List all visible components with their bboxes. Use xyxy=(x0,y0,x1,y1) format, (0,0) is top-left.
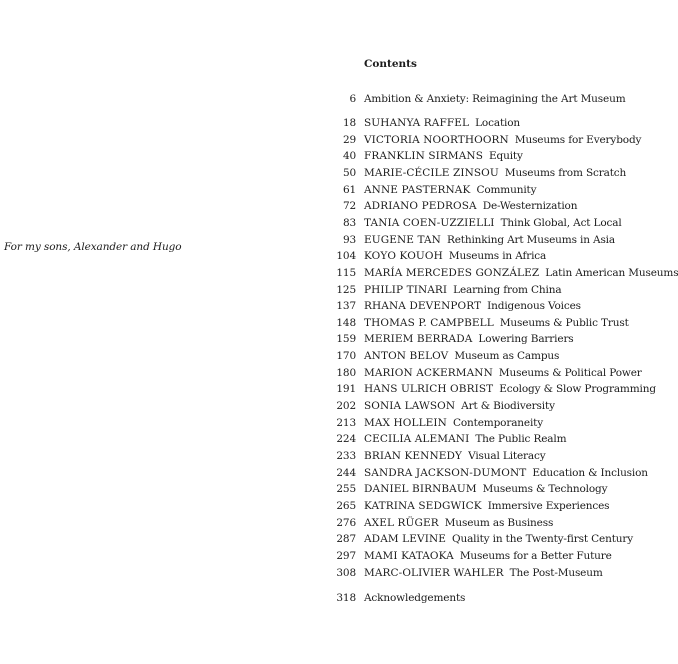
toc-chapter-title: Museums for a Better Future xyxy=(459,549,612,562)
toc-page-number: 244 xyxy=(336,466,356,479)
toc-author-name: MARC-OLIVIER WAHLER xyxy=(364,566,504,579)
toc-page-number: 255 xyxy=(336,483,356,496)
toc-page-number: 265 xyxy=(336,499,356,512)
toc-author-name: MARÍA MERCEDES GONZÁLEZ xyxy=(364,266,540,279)
toc-page-number: 40 xyxy=(342,150,356,163)
toc-chapter-title: Visual Literacy xyxy=(468,450,546,462)
toc-page-number: 233 xyxy=(336,450,356,462)
toc-page-number: 104 xyxy=(336,250,356,263)
toc-entry-row xyxy=(330,216,622,230)
toc-entry-row xyxy=(330,133,642,147)
toc-page-number: 276 xyxy=(336,516,356,529)
toc-chapter-title: Museums & Political Power xyxy=(498,366,642,379)
toc-entry-row xyxy=(330,116,521,130)
toc-page-number: 61 xyxy=(342,183,356,196)
toc-author-name: RHANA DEVENPORT xyxy=(364,300,482,313)
toc-author-name: DANIEL BIRNBAUM xyxy=(364,483,477,496)
toc-entry-row xyxy=(330,283,562,297)
toc-entry-row xyxy=(330,266,678,280)
toc-chapter-title: Location xyxy=(475,117,521,129)
toc-entry-row xyxy=(330,482,608,496)
toc-acknowledgements-row xyxy=(330,591,466,605)
toc-chapter-title: Museums & Public Trust xyxy=(499,316,629,329)
toc-chapter-title: Museums & Technology xyxy=(482,483,608,496)
toc-entry-row xyxy=(330,549,612,563)
toc-author-name: TANIA COEN-UZZIELLI xyxy=(364,216,495,229)
toc-author-name: CECILIA ALEMANI xyxy=(364,433,470,446)
toc-chapter-title: The Public Realm xyxy=(475,433,567,446)
toc-page-number: 115 xyxy=(336,266,356,279)
toc-chapter-title: Latin American Museums xyxy=(545,266,678,279)
toc-page-number: 125 xyxy=(336,283,356,296)
toc-entry-row xyxy=(330,149,523,163)
toc-entry-row xyxy=(330,382,656,396)
toc-page-number: 170 xyxy=(336,350,356,363)
toc-author-name: ANNE PASTERNAK xyxy=(364,183,471,196)
toc-author-name: SONIA LAWSON xyxy=(364,400,456,413)
toc-chapter-title: Art & Biodiversity xyxy=(461,400,555,413)
toc-entry-row xyxy=(330,432,567,446)
toc-author-name: KOYO KOUOH xyxy=(364,250,443,263)
toc-entry-row xyxy=(330,249,547,263)
toc-chapter-title: Ambition & Anxiety: Reimagining the Art Museum xyxy=(364,93,626,105)
dedication: For my sons, Alexander and Hugo xyxy=(4,241,182,253)
toc-entry-row xyxy=(330,516,554,530)
toc-page-number: 297 xyxy=(336,549,356,562)
toc-chapter-title: Acknowledgements xyxy=(364,592,466,604)
toc-author-name: AXEL RÜGER xyxy=(364,516,439,529)
toc-author-name: EUGENE TAN xyxy=(364,233,441,246)
toc-author-name: THOMAS P. CAMPBELL xyxy=(364,316,494,329)
toc-intro-row xyxy=(330,92,626,106)
toc-author-name: ADRIANO PEDROSA xyxy=(364,200,477,213)
toc-chapter-title: Indigenous Voices xyxy=(487,300,581,313)
toc-author-name: ANTON BELOV xyxy=(364,350,449,363)
toc-page-number: 18 xyxy=(342,117,356,129)
toc-page-number: 93 xyxy=(342,233,356,246)
toc-page-number: 6 xyxy=(349,93,356,105)
toc-entry-row xyxy=(330,499,610,513)
toc-author-name: ADAM LEVINE xyxy=(364,533,446,546)
toc-author-name: MARIE-CÉCILE ZINSOU xyxy=(364,166,499,179)
toc-chapter-title: Rethinking Art Museums in Asia xyxy=(446,233,616,246)
toc-chapter-title: Community xyxy=(476,183,537,196)
contents-heading: Contents xyxy=(364,58,417,70)
toc-entry-row xyxy=(330,233,616,247)
toc-entry-row xyxy=(330,416,544,430)
toc-author-name: BRIAN KENNEDY xyxy=(364,450,463,462)
toc-page-number: 308 xyxy=(336,566,356,579)
toc-chapter-title: Contemporaneity xyxy=(452,416,544,429)
toc-page-number: 191 xyxy=(336,383,356,396)
toc-author-name: FRANKLIN SIRMANS xyxy=(364,150,484,163)
toc-author-name: VICTORIA NOORTHOORN xyxy=(364,133,509,146)
toc-author-name: HANS ULRICH OBRIST xyxy=(364,383,494,396)
toc-entry-row xyxy=(330,466,648,480)
toc-chapter-title: Museums from Scratch xyxy=(504,166,627,179)
toc-entry-row xyxy=(330,299,581,313)
toc-page-number: 148 xyxy=(336,316,356,329)
toc-chapter-title: De-Westernization xyxy=(482,200,578,213)
toc-chapter-title: The Post-Museum xyxy=(509,566,603,579)
toc-author-name: MAMI KATAOKA xyxy=(364,549,454,562)
toc-chapter-title: Immersive Experiences xyxy=(487,499,610,512)
toc-chapter-title: Museum as Campus xyxy=(454,350,560,363)
toc-chapter-title: Museum as Business xyxy=(444,516,554,529)
toc-entry-row xyxy=(330,332,574,346)
toc-chapter-title: Think Global, Act Local xyxy=(500,216,622,229)
toc-page-number: 287 xyxy=(336,533,356,546)
toc-chapter-title: Ecology & Slow Programming xyxy=(499,383,656,396)
toc-author-name: SUHANYA RAFFEL xyxy=(364,117,470,129)
toc-entry-row xyxy=(330,449,546,463)
toc-author-name: MARION ACKERMANN xyxy=(364,366,493,379)
toc-chapter-title: Lowering Barriers xyxy=(478,333,574,346)
toc-entry-row xyxy=(330,316,629,330)
toc-chapter-title: Education & Inclusion xyxy=(532,466,648,479)
toc-page-number: 224 xyxy=(336,433,356,446)
toc-entry-row xyxy=(330,349,560,363)
toc-entry-row xyxy=(330,566,603,580)
toc-page-number: 318 xyxy=(336,592,356,604)
toc-page-number: 213 xyxy=(336,416,356,429)
toc-page-number: 159 xyxy=(336,333,356,346)
toc-entry-row xyxy=(330,366,642,380)
toc-page-number: 50 xyxy=(342,166,356,179)
toc-chapter-title: Quality in the Twenty-first Century xyxy=(452,533,634,546)
toc-chapter-title: Learning from China xyxy=(453,283,562,296)
toc-entry-row xyxy=(330,532,634,546)
toc-page-number: 180 xyxy=(336,366,356,379)
toc-page-number: 29 xyxy=(342,133,356,146)
toc-author-name: MERIEM BERRADA xyxy=(364,333,473,346)
toc-entry-row xyxy=(330,399,555,413)
toc-chapter-title: Museums for Everybody xyxy=(514,133,642,146)
toc-entry-row xyxy=(330,166,627,180)
toc-page-number: 83 xyxy=(342,216,356,229)
toc-page-number: 202 xyxy=(336,400,356,413)
toc-author-name: PHILIP TINARI xyxy=(364,283,448,296)
toc-chapter-title: Museums in Africa xyxy=(448,250,547,263)
toc-entry-row xyxy=(330,183,537,197)
toc-author-name: MAX HOLLEIN xyxy=(364,416,447,429)
toc-page-number: 137 xyxy=(336,300,356,313)
toc-author-name: KATRINA SEDGWICK xyxy=(364,499,482,512)
toc-chapter-title: Equity xyxy=(489,150,523,163)
toc-page-number: 72 xyxy=(342,200,356,213)
toc-author-name: SANDRA JACKSON-DUMONT xyxy=(364,466,527,479)
toc-entry-row xyxy=(330,199,578,213)
